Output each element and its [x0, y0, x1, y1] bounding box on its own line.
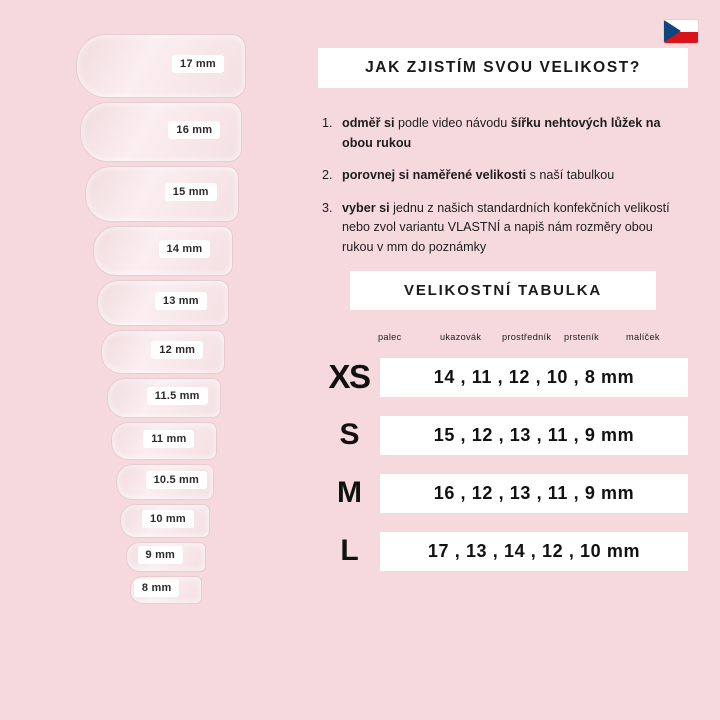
instruction-steps [318, 114, 688, 257]
finger-header: prsteník [564, 332, 600, 343]
finger-header: palec [378, 332, 402, 343]
step-text: s naší tabulkou [526, 168, 615, 183]
nail-size-label: 10 mm [142, 510, 194, 528]
size-table-title: VELIKOSTNÍ TABULKA [350, 271, 656, 310]
czech-flag-icon [664, 20, 698, 43]
size-table-rows [318, 348, 688, 580]
nail-size-label: 14 mm [159, 240, 211, 258]
instruction-step [322, 114, 682, 153]
size-measurements: 15 , 12 , 13 , 11 , 9 mm [380, 416, 688, 455]
nail-size-label: 9 mm [138, 546, 184, 564]
instruction-step [322, 199, 682, 258]
finger-header: malíček [626, 332, 660, 343]
size-measurements: 14 , 11 , 12 , 10 , 8 mm [380, 358, 688, 397]
nail-size-label: 10.5 mm [146, 471, 207, 489]
nail-size-label: 16 mm [168, 121, 220, 139]
size-measurements: 16 , 12 , 13 , 11 , 9 mm [380, 474, 688, 513]
finger-header: prostředník [502, 332, 552, 343]
table-row [318, 464, 688, 522]
nail-size-label: 17 mm [172, 55, 224, 73]
step-text: podle video návodu [394, 116, 511, 130]
flag-blue-wedge [664, 20, 681, 42]
table-row [318, 406, 688, 464]
step-bold-lead: porovnej si naměřené velikosti [342, 168, 527, 183]
step-bold-lead: odměř si [342, 116, 395, 130]
step-text: jednu z našich standardních konfekčních velikostí nebo zvol variantu VLASTNÍ a napiš nám rozměry obou rukou v mm do poznámky [342, 200, 670, 254]
instruction-step [322, 166, 682, 186]
nail-size-label: 8 mm [134, 579, 180, 597]
size-letter: L [340, 534, 358, 568]
page-title: JAK ZJISTÍM SVOU VELIKOST? [318, 48, 688, 88]
finger-header: ukazovák [440, 332, 482, 343]
table-row [318, 348, 688, 406]
right-content-column [318, 48, 688, 580]
table-row [318, 522, 688, 580]
step-number: 1. [322, 116, 333, 130]
size-letter: M [337, 476, 361, 510]
size-letter: S [339, 418, 359, 452]
nail-size-label: 12 mm [151, 341, 203, 359]
step-bold-tail: šířku nehtových lůžek na obou rukou [342, 116, 661, 150]
step-number: 2. [322, 168, 333, 183]
nail-size-label: 13 mm [155, 292, 207, 310]
finger-headers [318, 332, 688, 342]
size-measurements: 17 , 13 , 14 , 12 , 10 mm [380, 532, 688, 571]
nail-size-label: 11 mm [143, 430, 194, 448]
size-letter: XS [328, 358, 370, 396]
nail-size-label: 11.5 mm [147, 387, 208, 405]
nail-size-label: 15 mm [165, 183, 217, 201]
step-number: 3. [322, 200, 333, 215]
step-bold-lead: vyber si [342, 200, 390, 215]
